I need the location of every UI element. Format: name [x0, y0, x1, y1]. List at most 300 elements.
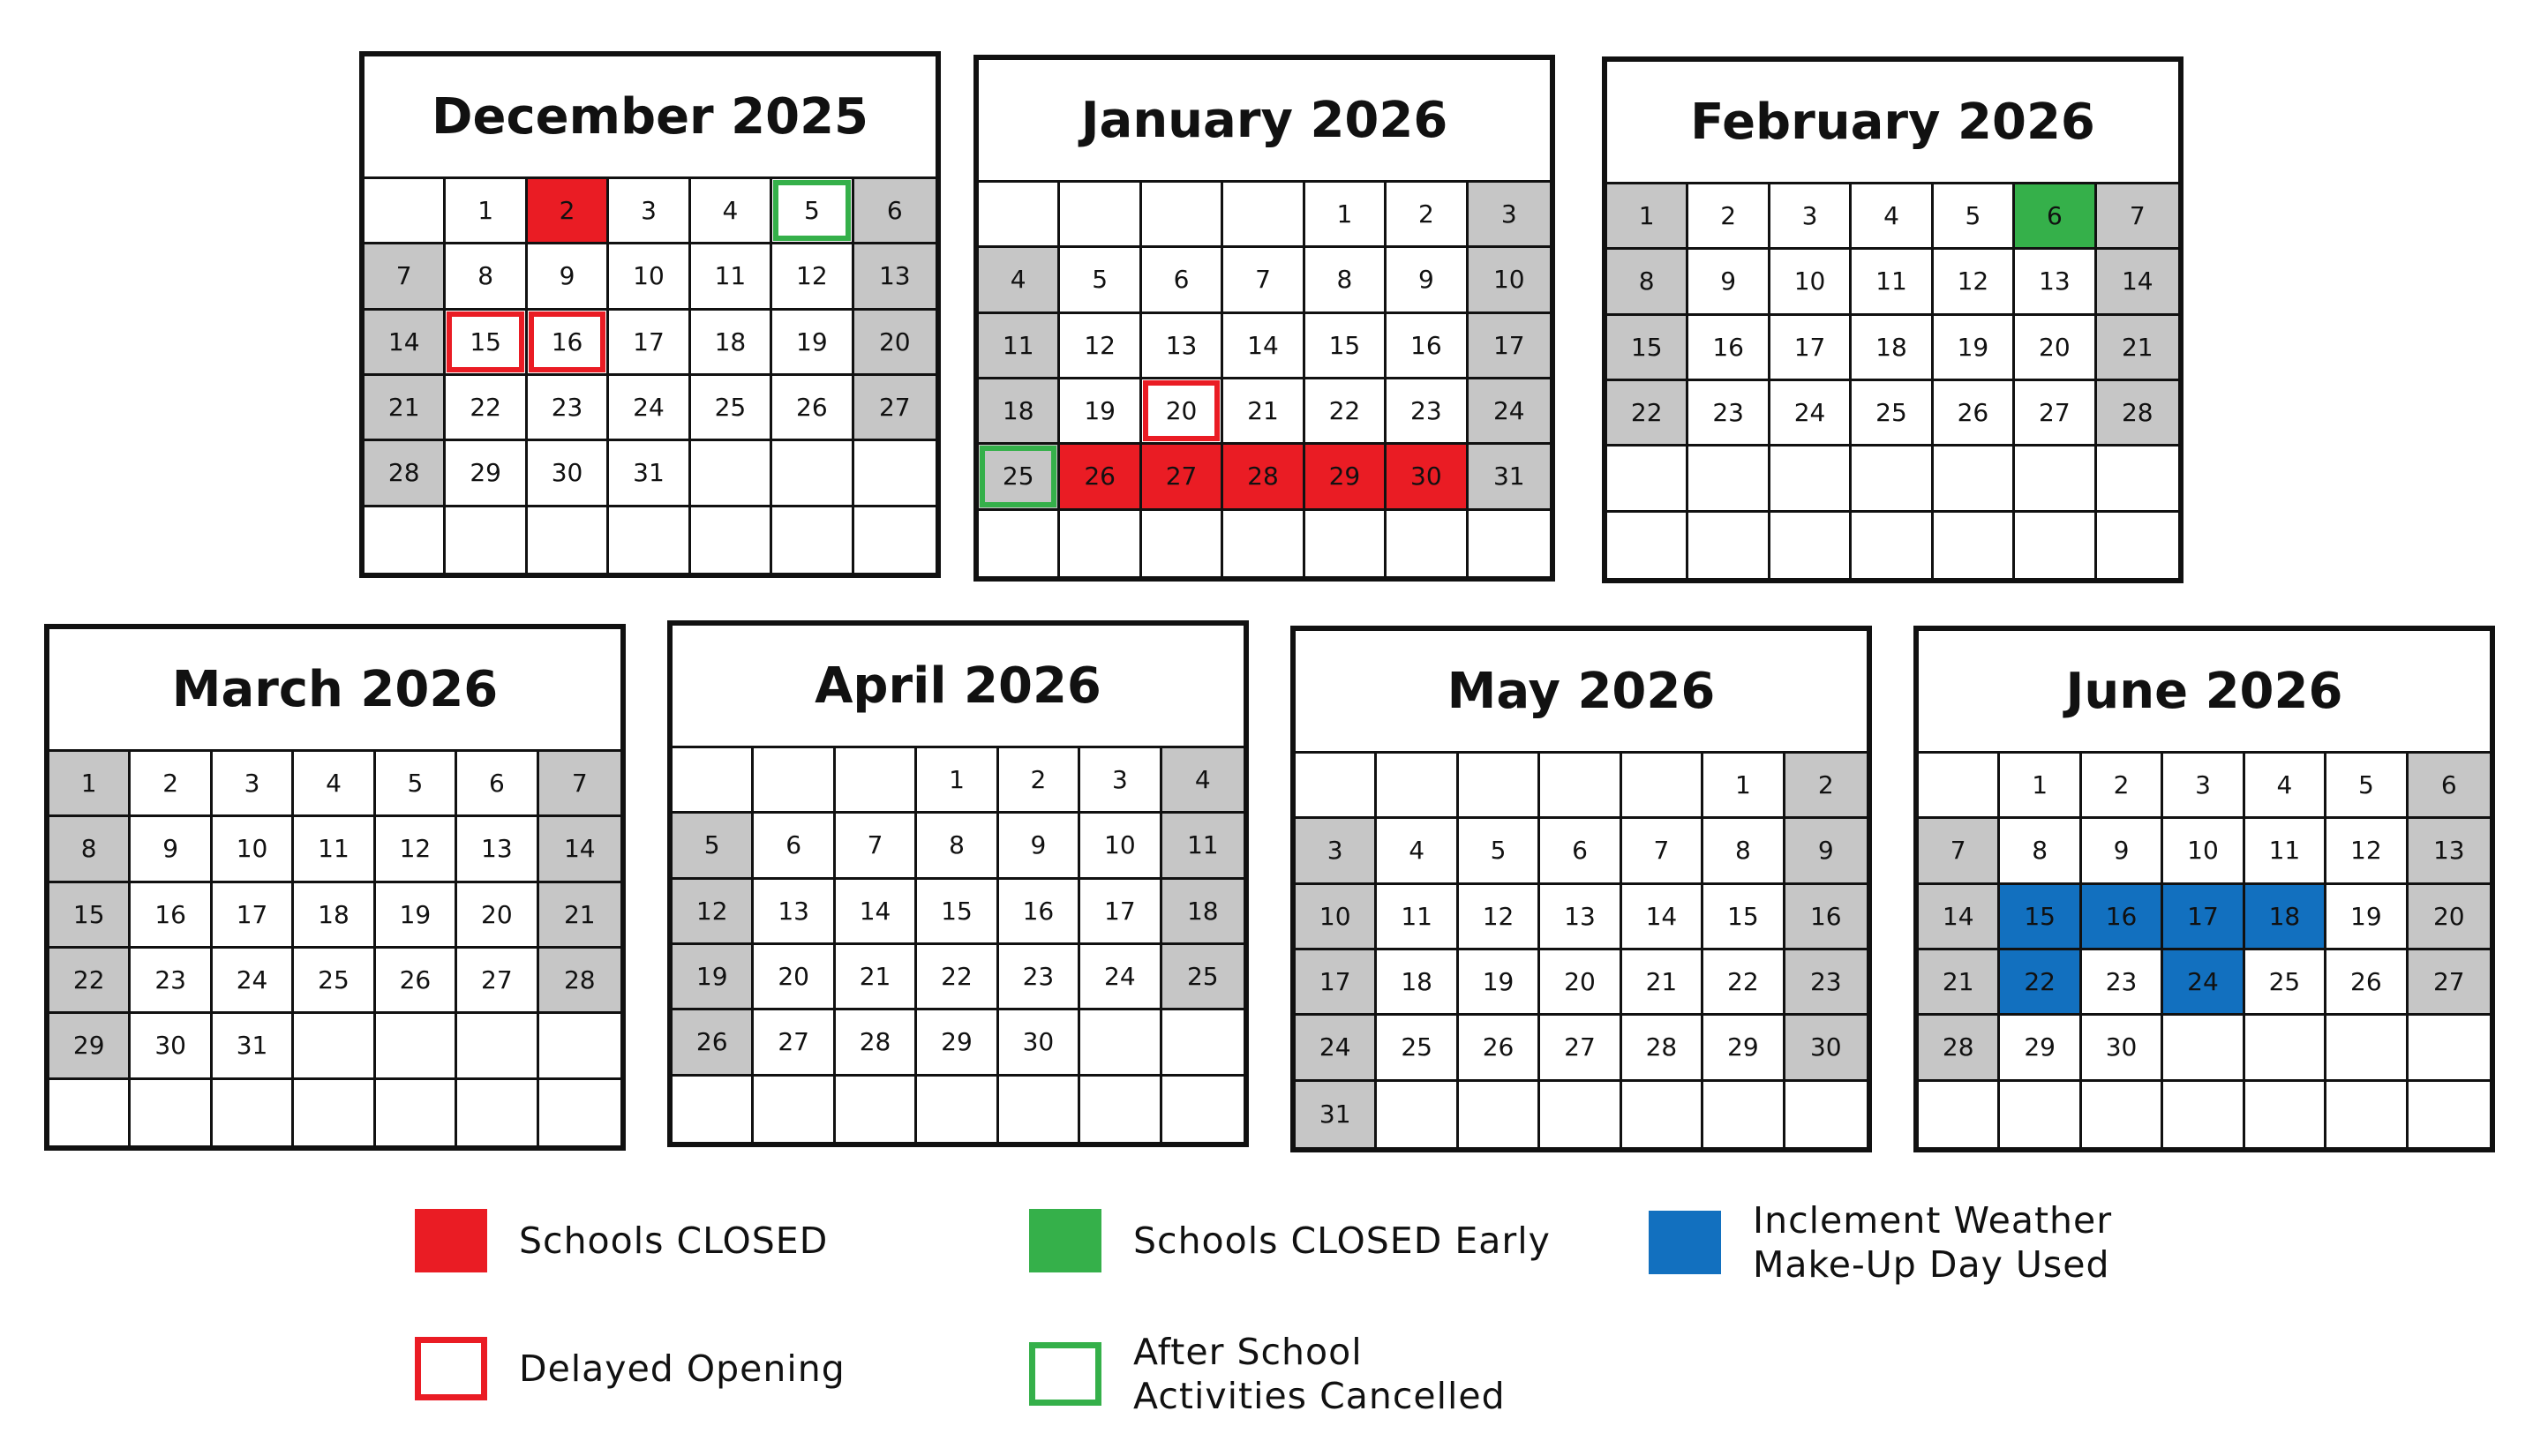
- day-cell: 19: [1934, 316, 2015, 381]
- day-cell: 29: [1305, 445, 1387, 510]
- empty-cell: [2015, 447, 2096, 512]
- empty-cell: [1785, 1082, 1867, 1147]
- day-cell: 9: [2082, 819, 2163, 884]
- empty-cell: [446, 507, 527, 573]
- day-cell: 1: [1703, 754, 1785, 819]
- day-cell: 23: [2082, 950, 2163, 1016]
- day-cell: 15: [1607, 316, 1688, 381]
- legend-swatch: [1029, 1209, 1101, 1272]
- empty-cell: [1703, 1082, 1785, 1147]
- day-cell: 30: [2082, 1016, 2163, 1081]
- day-cell: 19: [2326, 885, 2408, 950]
- day-cell: 9: [1387, 248, 1468, 313]
- legend-label: Schools CLOSED: [519, 1220, 829, 1262]
- day-cell: 28: [1223, 445, 1304, 510]
- legend-swatch: [1029, 1342, 1101, 1406]
- day-cell: 21: [2097, 316, 2178, 381]
- empty-cell: [376, 1014, 457, 1079]
- day-cell: 31: [609, 441, 690, 507]
- day-cell: 27: [1540, 1016, 1621, 1081]
- day-cell: 5: [376, 752, 457, 817]
- empty-cell: [917, 1077, 998, 1142]
- legend-item-makeup: [1649, 1198, 2112, 1287]
- day-cell: 21: [1223, 379, 1304, 445]
- legend-item-cancelled: [1029, 1330, 1506, 1418]
- day-cell: 3: [1296, 819, 1377, 884]
- day-cell: 10: [1080, 814, 1161, 879]
- empty-cell: [131, 1080, 212, 1145]
- day-cell: 12: [376, 817, 457, 882]
- legend-item-delayed: [415, 1337, 846, 1400]
- day-cell: 5: [2326, 754, 2408, 819]
- day-cell: 7: [365, 244, 446, 310]
- day-cell: 14: [1223, 314, 1304, 379]
- month-title: April 2026: [673, 626, 1244, 748]
- day-cell: 3: [1770, 184, 1852, 250]
- day-cell: 23: [528, 376, 609, 441]
- day-cell: 23: [999, 945, 1080, 1010]
- legend-label: Delayed Opening: [519, 1347, 846, 1390]
- month-title: March 2026: [49, 629, 620, 752]
- empty-cell: [1305, 511, 1387, 576]
- day-cell: 30: [1785, 1016, 1867, 1081]
- day-cell: 28: [2097, 381, 2178, 447]
- empty-cell: [1223, 183, 1304, 248]
- day-cell: 28: [365, 441, 446, 507]
- empty-cell: [1540, 754, 1621, 819]
- month-calendar: [1913, 626, 2495, 1152]
- empty-cell: [294, 1014, 375, 1079]
- day-cell: 3: [2163, 754, 2244, 819]
- day-cell: 9: [131, 817, 212, 882]
- empty-cell: [1080, 1010, 1161, 1076]
- day-cell: 8: [1607, 250, 1688, 315]
- day-cell: 8: [917, 814, 998, 879]
- empty-cell: [1296, 754, 1377, 819]
- empty-cell: [1934, 447, 2015, 512]
- empty-cell: [1607, 447, 1688, 512]
- day-cell: 27: [2409, 950, 2490, 1016]
- day-cell: 15: [2000, 885, 2081, 950]
- day-cell: 4: [691, 179, 772, 244]
- day-cell: 28: [836, 1010, 917, 1076]
- day-cell: 5: [1060, 248, 1141, 313]
- day-cell: 9: [1688, 250, 1770, 315]
- day-cell: 14: [1622, 885, 1703, 950]
- day-cell: 17: [609, 311, 690, 376]
- month-calendar: [1602, 56, 2183, 583]
- day-cell: 23: [1387, 379, 1468, 445]
- day-cell: 6: [1540, 819, 1621, 884]
- empty-cell: [979, 183, 1060, 248]
- day-cell: 15: [49, 883, 131, 949]
- day-cell: 21: [365, 376, 446, 441]
- day-cell: 8: [1703, 819, 1785, 884]
- day-cell: 10: [1770, 250, 1852, 315]
- month-title: February 2026: [1607, 62, 2178, 184]
- day-cell: 29: [49, 1014, 131, 1079]
- day-cell: 19: [1060, 379, 1141, 445]
- day-cell: 27: [457, 949, 538, 1014]
- legend-label: Inclement Weather Make-Up Day Used: [1753, 1199, 2113, 1286]
- empty-cell: [691, 507, 772, 573]
- day-cell: 26: [1060, 445, 1141, 510]
- day-cell: 22: [2000, 950, 2081, 1016]
- day-cell: 5: [1459, 819, 1540, 884]
- day-cell: 1: [917, 748, 998, 814]
- day-cell: 18: [1852, 316, 1933, 381]
- day-cell: 28: [539, 949, 620, 1014]
- day-cell: 13: [2015, 250, 2096, 315]
- empty-cell: [2015, 513, 2096, 578]
- month-title: May 2026: [1296, 631, 1867, 754]
- legend-label: Schools CLOSED Early: [1133, 1220, 1551, 1262]
- day-cell: 22: [1607, 381, 1688, 447]
- month-calendar: [44, 624, 626, 1151]
- day-cell: 12: [1934, 250, 2015, 315]
- day-cell: 24: [1770, 381, 1852, 447]
- empty-cell: [1060, 183, 1141, 248]
- day-cell: 14: [1919, 885, 2000, 950]
- day-cell: 7: [1223, 248, 1304, 313]
- month-calendar: [973, 55, 1555, 582]
- day-cell: 29: [917, 1010, 998, 1076]
- empty-cell: [539, 1080, 620, 1145]
- day-cell: 15: [446, 311, 527, 376]
- day-cell: 8: [49, 817, 131, 882]
- day-grid: [1607, 184, 2178, 578]
- day-cell: 20: [1142, 379, 1223, 445]
- day-cell: 7: [2097, 184, 2178, 250]
- day-cell: 26: [772, 376, 853, 441]
- empty-cell: [1919, 1082, 2000, 1147]
- day-cell: 9: [999, 814, 1080, 879]
- empty-cell: [1469, 511, 1550, 576]
- empty-cell: [1080, 1077, 1161, 1142]
- day-cell: 26: [1459, 1016, 1540, 1081]
- empty-cell: [854, 441, 936, 507]
- day-cell: 3: [1469, 183, 1550, 248]
- day-cell: 13: [2409, 819, 2490, 884]
- day-cell: 28: [1919, 1016, 2000, 1081]
- day-cell: 10: [609, 244, 690, 310]
- day-cell: 20: [1540, 950, 1621, 1016]
- day-cell: 28: [1622, 1016, 1703, 1081]
- empty-cell: [673, 748, 754, 814]
- day-cell: 25: [1377, 1016, 1458, 1081]
- empty-cell: [754, 1077, 835, 1142]
- legend-item-early: [1029, 1209, 1551, 1272]
- empty-cell: [1934, 513, 2015, 578]
- day-cell: 11: [979, 314, 1060, 379]
- day-cell: 21: [1919, 950, 2000, 1016]
- day-cell: 7: [836, 814, 917, 879]
- day-cell: 25: [979, 445, 1060, 510]
- day-cell: 24: [213, 949, 294, 1014]
- day-cell: 22: [1703, 950, 1785, 1016]
- day-cell: 17: [213, 883, 294, 949]
- day-cell: 24: [609, 376, 690, 441]
- day-cell: 13: [754, 880, 835, 945]
- empty-cell: [1622, 1082, 1703, 1147]
- day-cell: 14: [836, 880, 917, 945]
- empty-cell: [1852, 513, 1933, 578]
- day-cell: 18: [1162, 880, 1244, 945]
- day-cell: 3: [213, 752, 294, 817]
- day-cell: 3: [609, 179, 690, 244]
- day-grid: [673, 748, 1244, 1142]
- empty-cell: [1607, 513, 1688, 578]
- empty-cell: [365, 179, 446, 244]
- day-cell: 25: [294, 949, 375, 1014]
- empty-cell: [457, 1014, 538, 1079]
- day-cell: 31: [1296, 1082, 1377, 1147]
- day-cell: 22: [49, 949, 131, 1014]
- day-grid: [1919, 754, 2490, 1147]
- day-cell: 18: [979, 379, 1060, 445]
- day-cell: 19: [673, 945, 754, 1010]
- empty-cell: [2326, 1082, 2408, 1147]
- day-cell: 10: [1469, 248, 1550, 313]
- legend-swatch: [1649, 1211, 1721, 1274]
- month-calendar: [667, 620, 1249, 1147]
- day-cell: 17: [1296, 950, 1377, 1016]
- day-cell: 2: [528, 179, 609, 244]
- day-cell: 16: [1387, 314, 1468, 379]
- day-grid: [49, 752, 620, 1145]
- day-cell: 17: [2163, 885, 2244, 950]
- day-cell: 26: [673, 1010, 754, 1076]
- empty-cell: [772, 441, 853, 507]
- day-cell: 1: [446, 179, 527, 244]
- day-cell: 12: [772, 244, 853, 310]
- empty-cell: [2326, 1016, 2408, 1081]
- day-cell: 26: [1934, 381, 2015, 447]
- day-cell: 30: [999, 1010, 1080, 1076]
- day-cell: 12: [2326, 819, 2408, 884]
- day-cell: 1: [2000, 754, 2081, 819]
- day-grid: [365, 179, 936, 573]
- day-cell: 13: [1142, 314, 1223, 379]
- day-cell: 6: [2409, 754, 2490, 819]
- month-title: June 2026: [1919, 631, 2490, 754]
- day-cell: 6: [2015, 184, 2096, 250]
- day-cell: 14: [365, 311, 446, 376]
- day-cell: 6: [854, 179, 936, 244]
- legend-label: After School Activities Cancelled: [1133, 1331, 1506, 1417]
- day-cell: 11: [1377, 885, 1458, 950]
- day-cell: 18: [294, 883, 375, 949]
- day-cell: 21: [836, 945, 917, 1010]
- empty-cell: [2409, 1082, 2490, 1147]
- day-cell: 31: [1469, 445, 1550, 510]
- empty-cell: [1919, 754, 2000, 819]
- day-cell: 25: [691, 376, 772, 441]
- day-cell: 12: [1060, 314, 1141, 379]
- day-cell: 17: [1770, 316, 1852, 381]
- empty-cell: [528, 507, 609, 573]
- day-cell: 19: [1459, 950, 1540, 1016]
- day-cell: 21: [1622, 950, 1703, 1016]
- empty-cell: [294, 1080, 375, 1145]
- day-cell: 20: [754, 945, 835, 1010]
- day-cell: 25: [1162, 945, 1244, 1010]
- empty-cell: [1622, 754, 1703, 819]
- empty-cell: [1688, 513, 1770, 578]
- day-cell: 5: [772, 179, 853, 244]
- empty-cell: [1060, 511, 1141, 576]
- day-cell: 11: [1852, 250, 1933, 315]
- day-cell: 22: [917, 945, 998, 1010]
- day-cell: 24: [1296, 1016, 1377, 1081]
- legend-item-closed: [415, 1209, 828, 1272]
- day-cell: 3: [1080, 748, 1161, 814]
- empty-cell: [1377, 1082, 1458, 1147]
- day-cell: 15: [1305, 314, 1387, 379]
- day-cell: 9: [1785, 819, 1867, 884]
- day-cell: 30: [528, 441, 609, 507]
- day-cell: 18: [1377, 950, 1458, 1016]
- empty-cell: [1770, 513, 1852, 578]
- empty-cell: [609, 507, 690, 573]
- empty-cell: [2245, 1082, 2326, 1147]
- day-cell: 8: [2000, 819, 2081, 884]
- empty-cell: [457, 1080, 538, 1145]
- day-cell: 23: [131, 949, 212, 1014]
- day-cell: 17: [1080, 880, 1161, 945]
- day-cell: 11: [691, 244, 772, 310]
- day-cell: 16: [528, 311, 609, 376]
- day-cell: 12: [673, 880, 754, 945]
- empty-cell: [1142, 511, 1223, 576]
- day-cell: 29: [446, 441, 527, 507]
- day-cell: 1: [49, 752, 131, 817]
- empty-cell: [1459, 754, 1540, 819]
- legend-swatch: [415, 1209, 487, 1272]
- day-cell: 8: [446, 244, 527, 310]
- day-cell: 13: [457, 817, 538, 882]
- empty-cell: [1162, 1010, 1244, 1076]
- empty-cell: [979, 511, 1060, 576]
- empty-cell: [2000, 1082, 2081, 1147]
- day-cell: 6: [1142, 248, 1223, 313]
- empty-cell: [1377, 754, 1458, 819]
- empty-cell: [1540, 1082, 1621, 1147]
- day-cell: 20: [854, 311, 936, 376]
- day-cell: 15: [917, 880, 998, 945]
- day-cell: 2: [131, 752, 212, 817]
- day-cell: 24: [1469, 379, 1550, 445]
- day-cell: 10: [2163, 819, 2244, 884]
- day-cell: 2: [1785, 754, 1867, 819]
- day-cell: 9: [528, 244, 609, 310]
- empty-cell: [691, 441, 772, 507]
- day-grid: [1296, 754, 1867, 1147]
- day-cell: 19: [376, 883, 457, 949]
- day-cell: 4: [1852, 184, 1933, 250]
- day-cell: 27: [754, 1010, 835, 1076]
- day-cell: 11: [294, 817, 375, 882]
- day-cell: 5: [1934, 184, 2015, 250]
- day-cell: 22: [446, 376, 527, 441]
- empty-cell: [1459, 1082, 1540, 1147]
- empty-cell: [2245, 1016, 2326, 1081]
- day-cell: 23: [1688, 381, 1770, 447]
- day-cell: 23: [1785, 950, 1867, 1016]
- day-cell: 31: [213, 1014, 294, 1079]
- day-cell: 15: [1703, 885, 1785, 950]
- day-cell: 4: [1162, 748, 1244, 814]
- day-cell: 2: [2082, 754, 2163, 819]
- empty-cell: [999, 1077, 1080, 1142]
- empty-cell: [2409, 1016, 2490, 1081]
- day-cell: 16: [2082, 885, 2163, 950]
- empty-cell: [2097, 513, 2178, 578]
- empty-cell: [2082, 1082, 2163, 1147]
- day-cell: 18: [2245, 885, 2326, 950]
- month-title: January 2026: [979, 60, 1550, 183]
- day-cell: 25: [1852, 381, 1933, 447]
- empty-cell: [854, 507, 936, 573]
- day-cell: 25: [2245, 950, 2326, 1016]
- empty-cell: [673, 1077, 754, 1142]
- day-cell: 6: [457, 752, 538, 817]
- empty-cell: [376, 1080, 457, 1145]
- day-cell: 1: [1607, 184, 1688, 250]
- day-cell: 26: [376, 949, 457, 1014]
- empty-cell: [539, 1014, 620, 1079]
- day-cell: 29: [2000, 1016, 2081, 1081]
- month-calendar: [359, 51, 941, 578]
- day-cell: 17: [1469, 314, 1550, 379]
- day-cell: 14: [2097, 250, 2178, 315]
- day-cell: 24: [2163, 950, 2244, 1016]
- day-cell: 21: [539, 883, 620, 949]
- day-cell: 4: [1377, 819, 1458, 884]
- day-cell: 4: [2245, 754, 2326, 819]
- empty-cell: [1770, 447, 1852, 512]
- day-cell: 26: [2326, 950, 2408, 1016]
- day-cell: 30: [131, 1014, 212, 1079]
- day-cell: 4: [294, 752, 375, 817]
- day-cell: 20: [2409, 885, 2490, 950]
- day-cell: 16: [999, 880, 1080, 945]
- day-cell: 27: [854, 376, 936, 441]
- day-cell: 7: [539, 752, 620, 817]
- day-cell: 29: [1703, 1016, 1785, 1081]
- month-calendar: [1290, 626, 1872, 1152]
- empty-cell: [1852, 447, 1933, 512]
- day-cell: 2: [1387, 183, 1468, 248]
- day-cell: 11: [2245, 819, 2326, 884]
- day-cell: 19: [772, 311, 853, 376]
- empty-cell: [836, 748, 917, 814]
- day-cell: 18: [691, 311, 772, 376]
- day-cell: 1: [1305, 183, 1387, 248]
- day-cell: 4: [979, 248, 1060, 313]
- day-cell: 16: [1785, 885, 1867, 950]
- day-cell: 27: [1142, 445, 1223, 510]
- day-cell: 20: [457, 883, 538, 949]
- empty-cell: [1387, 511, 1468, 576]
- day-cell: 11: [1162, 814, 1244, 879]
- empty-cell: [49, 1080, 131, 1145]
- day-grid: [979, 183, 1550, 576]
- empty-cell: [365, 507, 446, 573]
- day-cell: 2: [999, 748, 1080, 814]
- empty-cell: [1162, 1077, 1244, 1142]
- day-cell: 16: [131, 883, 212, 949]
